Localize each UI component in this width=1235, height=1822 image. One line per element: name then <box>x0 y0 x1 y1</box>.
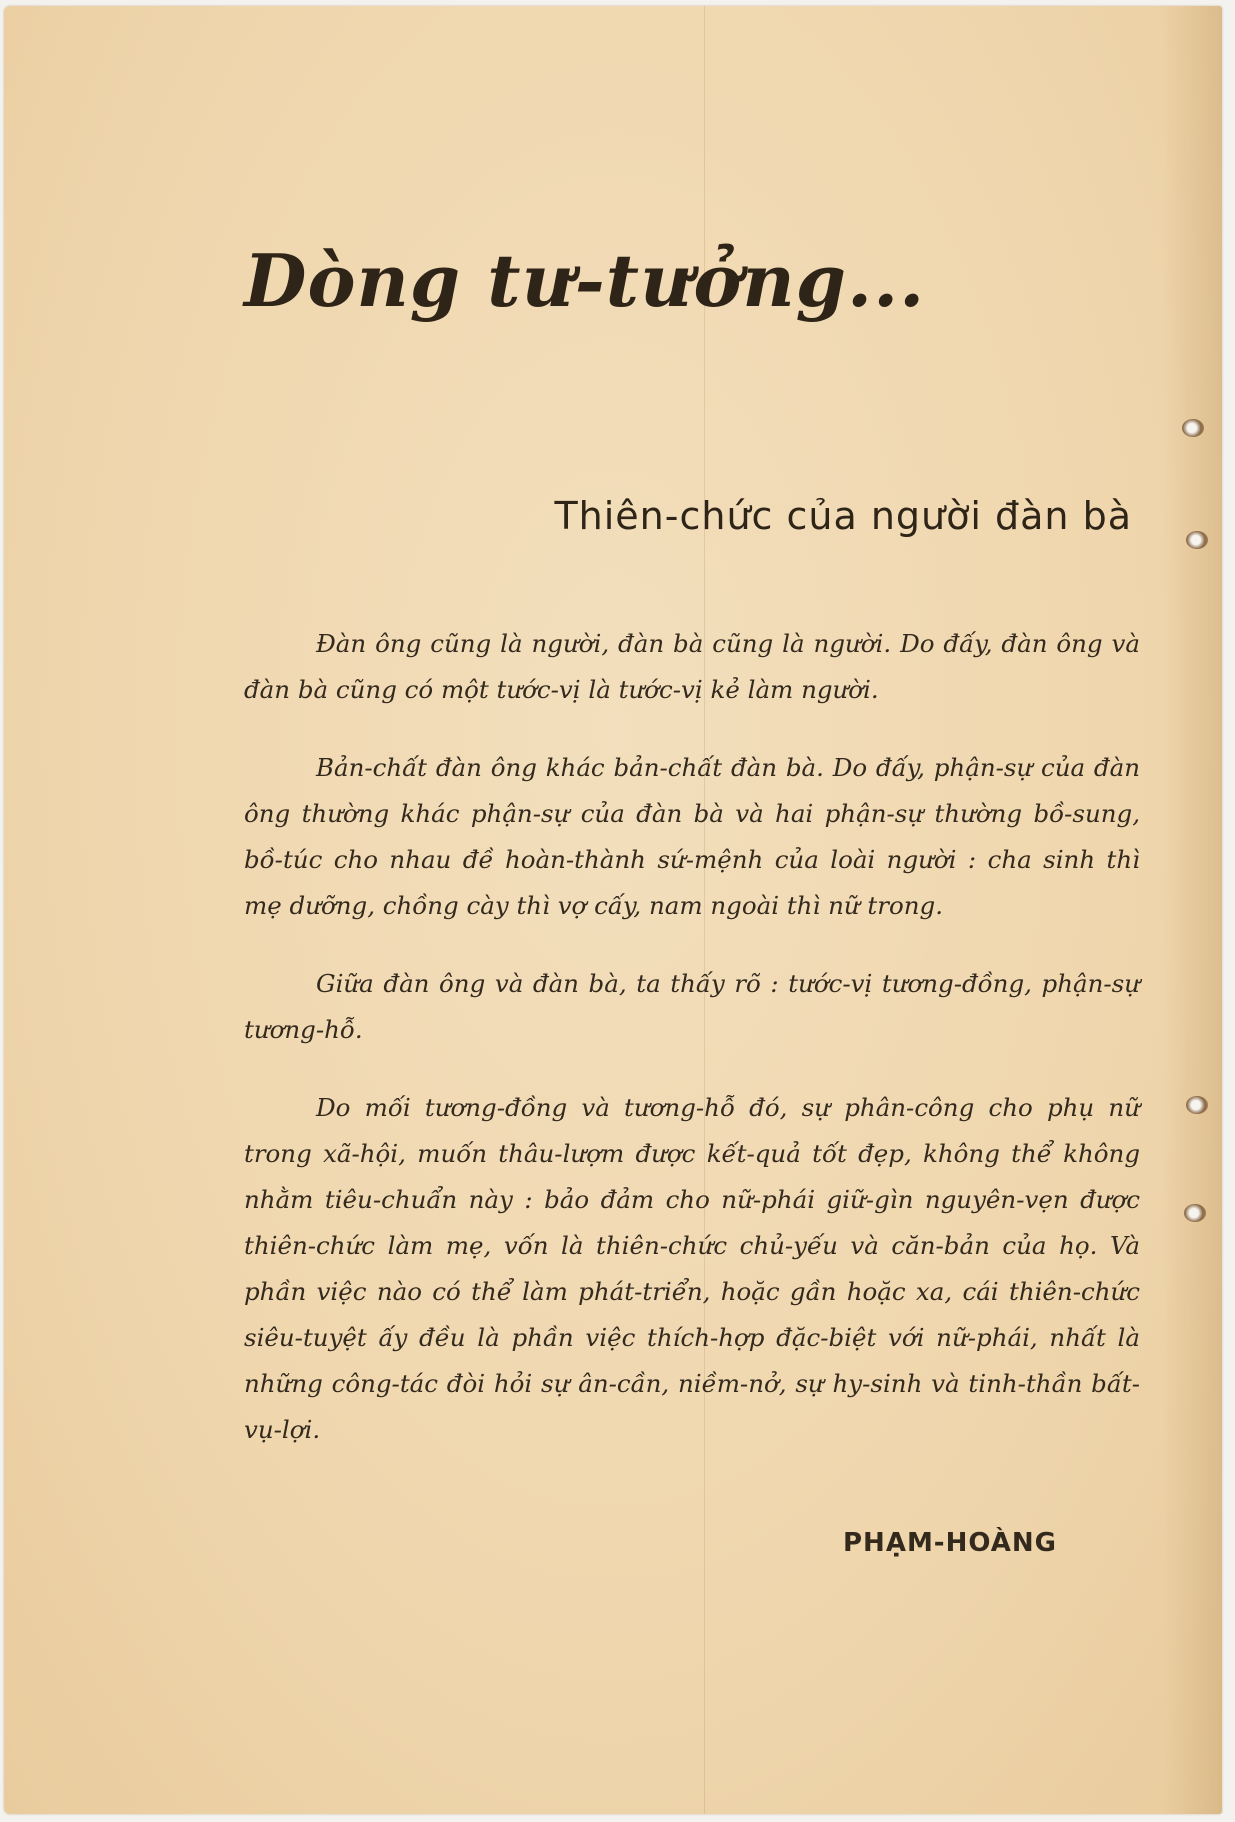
paragraph: Giữa đàn ông và đàn bà, ta thấy rõ : tước-vị tương-đồng, phận-sự tương-hỗ. <box>244 969 1140 1044</box>
punch-hole-icon <box>1186 531 1208 549</box>
punch-hole-icon <box>1184 1204 1206 1222</box>
page-title: Dòng tư-tưởng... <box>244 238 926 323</box>
article-subtitle: Thiên-chức của người đàn bà <box>554 494 1132 538</box>
document-page <box>4 6 1222 1814</box>
paragraph: Do mối tương-đồng và tương-hỗ đó, sự phân-công cho phụ nữ trong xã-hội, muốn thâu-lượm được kết-quả tốt đẹp, không thể không nhằm tiêu-chuẩn này : bảo đảm cho nữ-phái giữ-gìn nguyên-vẹn được thiên-chức làm mẹ, vốn là thiên-chức chủ-yếu và căn-bản của họ. Và phần việc nào có thể làm phát-triển, hoặc gần hoặc xa, cái thiên-chức siêu-tuyệt ấy đều là phần việc thích-hợp đặc-biệt với nữ-phái, nhất là những công-tác đòi hỏi sự ân-cần, niềm-nở, sự hy-sinh và tinh-thần bất-vụ-lợi. <box>244 1093 1140 1444</box>
paper-edge-stain <box>1162 6 1222 1814</box>
punch-hole-icon <box>1182 419 1204 437</box>
paragraph: Đàn ông cũng là người, đàn bà cũng là người. Do đấy, đàn ông và đàn bà cũng có một tước-vị là tước-vị kẻ làm người. <box>244 629 1140 704</box>
paragraph: Bản-chất đàn ông khác bản-chất đàn bà. Do đấy, phận-sự của đàn ông thường khác phận-sự của đàn bà và hai phận-sự thường bồ-sung, bồ-túc cho nhau đề hoàn-thành sứ-mệnh của loài người : cha sinh thì mẹ dưỡng, chồng cày thì vợ cấy, nam ngoài thì nữ trong. <box>244 753 1140 920</box>
author-signature: PHẠM-HOÀNG <box>843 1528 1057 1558</box>
punch-hole-icon <box>1186 1096 1208 1114</box>
article-body <box>244 621 1140 1485</box>
